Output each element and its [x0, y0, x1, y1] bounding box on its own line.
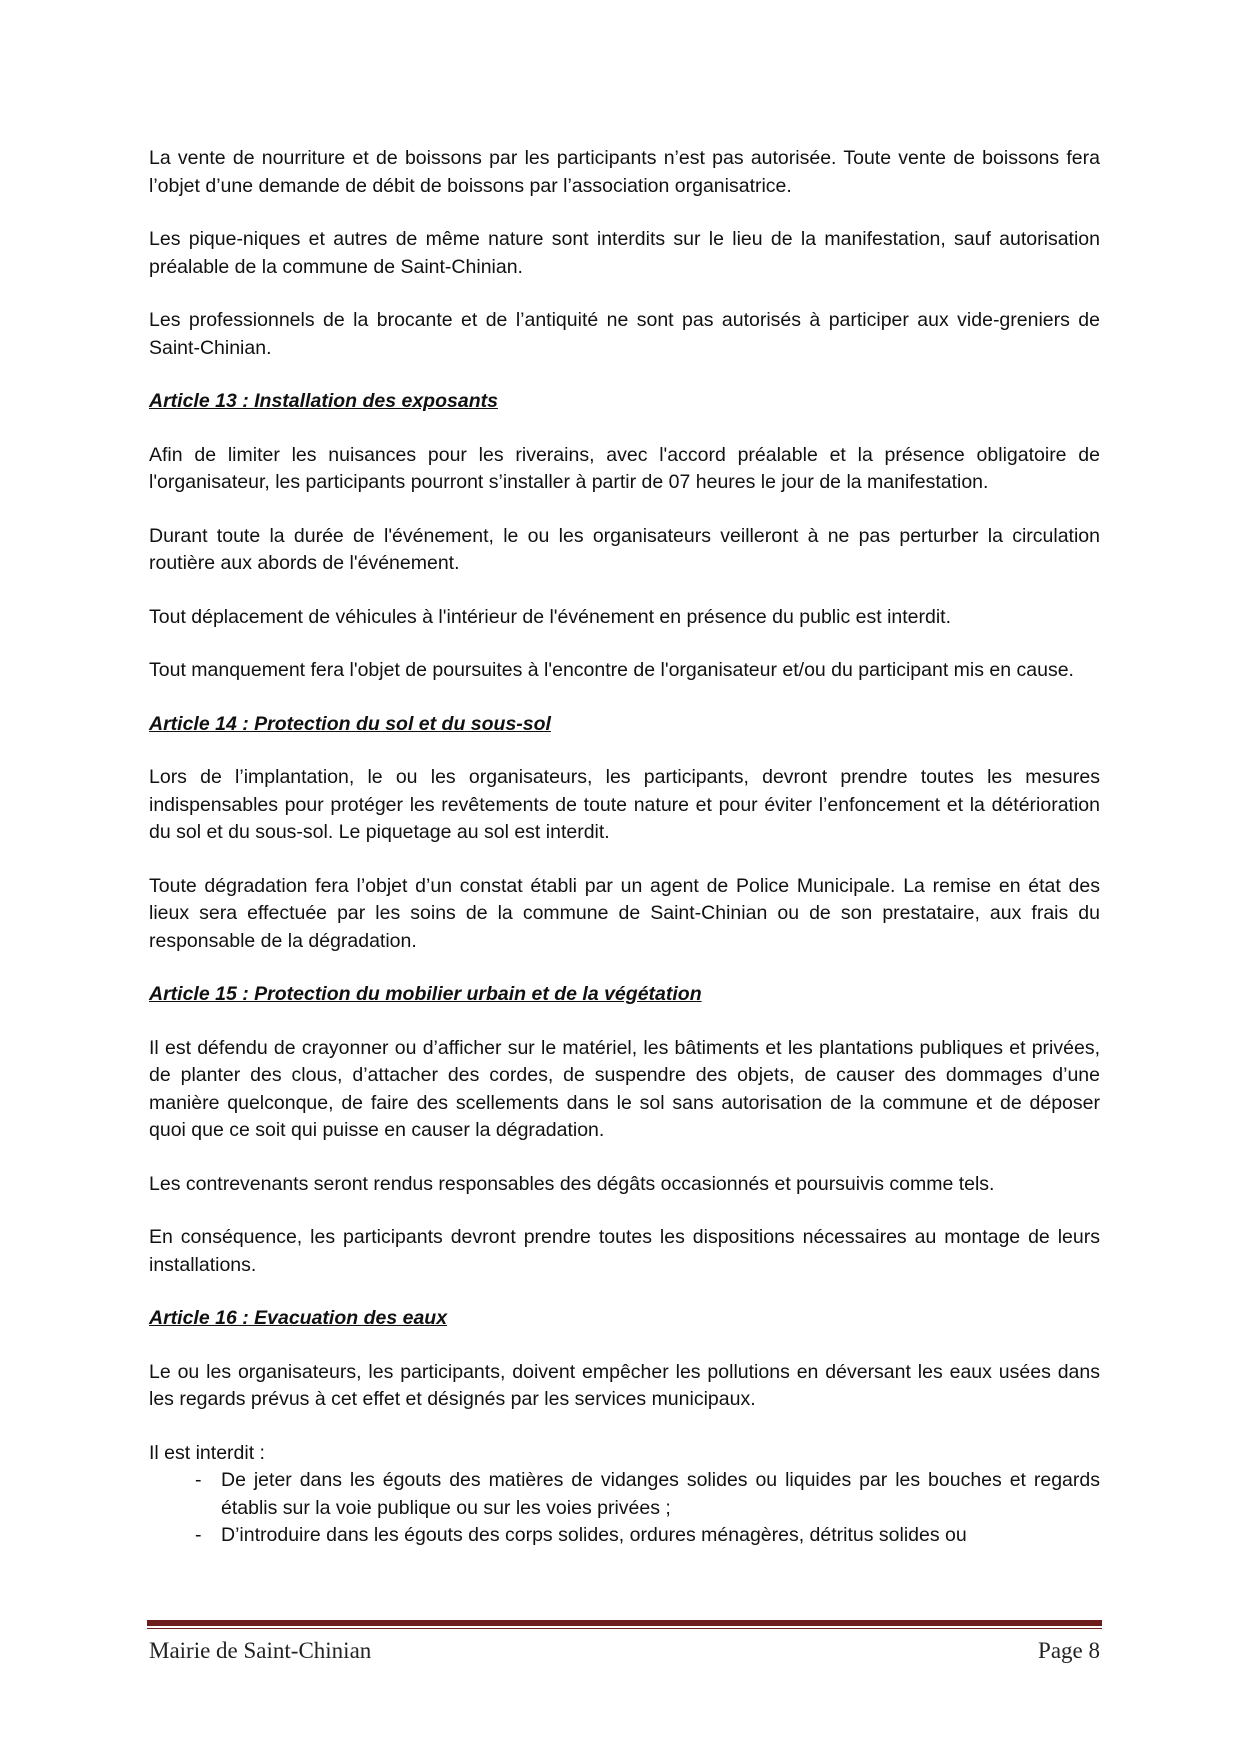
- article-16-list-intro: Il est interdit :: [149, 1441, 265, 1464]
- article-13-paragraph: Afin de limiter les nuisances pour les riverains, avec l'accord préalable et la présence obligatoire de l'organisateur, les participants pourront s’installer à partir de 07 heures le jour de la manifestation.: [149, 443, 1100, 493]
- prohibitions-list: [149, 1467, 1100, 1550]
- article-16-title: Article 16 : Evacuation des eaux: [149, 1307, 448, 1329]
- article-16-paragraph: Le ou les organisateurs, les participants, doivent empêcher les pollutions en déversant les eaux usées dans les regards prévus à cet effet et désignés par les services municipaux.: [149, 1360, 1100, 1410]
- paragraph-picnics: Les pique-niques et autres de même nature sont interdits sur le lieu de la manifestation, sauf autorisation préalable de la commune de Saint-Chinian.: [149, 228, 1100, 278]
- article-13-paragraph: Durant toute la durée de l'événement, le ou les organisateurs veilleront à ne pas perturber la circulation routière aux abords de l'événement.: [149, 524, 1100, 574]
- article-15-paragraph: Il est défendu de crayonner ou d’afficher sur le matériel, les bâtiments et les plantations publiques et privées, de planter des clous, d’attacher des cordes, de suspendre des objets, de causer des dommages d’une manière quelconque, de faire des scellements dans le sol sans autorisation de la commune et de déposer quoi que ce soit qui puisse en causer la dégradation.: [149, 1036, 1100, 1141]
- dash-bullet: -: [195, 1524, 202, 1546]
- footer-rule: [147, 1620, 1102, 1626]
- page-footer: [149, 1636, 1100, 1666]
- article-13-title: Article 13 : Installation des exposants: [149, 390, 498, 412]
- list-item-text: D’introduire dans les égouts des corps solides, ordures ménagères, détritus solides ou: [221, 1524, 967, 1546]
- page-number: Page 8: [1038, 1638, 1100, 1663]
- article-14-paragraph: Toute dégradation fera l’objet d’un constat établi par un agent de Police Municipale. La remise en état des lieux sera effectuée par les soins de la commune de Saint-Chinian ou de son prestataire, aux frais du responsable de la dégradation.: [149, 874, 1100, 952]
- article-14-paragraph: Lors de l’implantation, le ou les organisateurs, les participants, devront prendre toutes les mesures indispensables pour protéger les revêtements de toute nature et pour éviter l’enfoncement et la détérioration du sol et du sous-sol. Le piquetage au sol est interdit.: [149, 766, 1100, 843]
- article-15-paragraph: En conséquence, les participants devront prendre toutes les dispositions nécessaires au montage de leurs installations.: [149, 1226, 1100, 1276]
- footer-rule-thin: [147, 1628, 1102, 1629]
- list-item: [195, 1522, 1100, 1550]
- article-15-paragraph: Les contrevenants seront rendus responsables des dégâts occasionnés et poursuivis comme tels.: [149, 1172, 995, 1195]
- article-15-title: Article 15 : Protection du mobilier urbain et de la végétation: [149, 983, 702, 1005]
- footer-organization: Mairie de Saint-Chinian: [149, 1638, 372, 1663]
- paragraph-sale-food: La vente de nourriture et de boissons par les participants n’est pas autorisée. Toute vente de boissons fera l’objet d’une demande de débit de boissons par l’association organisatrice.: [149, 147, 1100, 197]
- dash-bullet: -: [195, 1469, 202, 1491]
- list-item: [195, 1467, 1100, 1522]
- list-item-text: De jeter dans les égouts des matières de vidanges solides ou liquides par les bouches et regards établis sur la voie publique ou sur les voies privées ;: [221, 1469, 1100, 1519]
- paragraph-professionals: Les professionnels de la brocante et de l’antiquité ne sont pas autorisés à participer aux vide-greniers de Saint-Chinian.: [149, 309, 1100, 359]
- article-13-paragraph: Tout manquement fera l'objet de poursuites à l'encontre de l'organisateur et/ou du participant mis en cause.: [149, 659, 1074, 681]
- article-14-title: Article 14 : Protection du sol et du sous-sol: [149, 712, 551, 735]
- article-13-paragraph: Tout déplacement de véhicules à l'intérieur de l'événement en présence du public est interdit.: [149, 605, 952, 628]
- page-body: [149, 145, 1100, 1550]
